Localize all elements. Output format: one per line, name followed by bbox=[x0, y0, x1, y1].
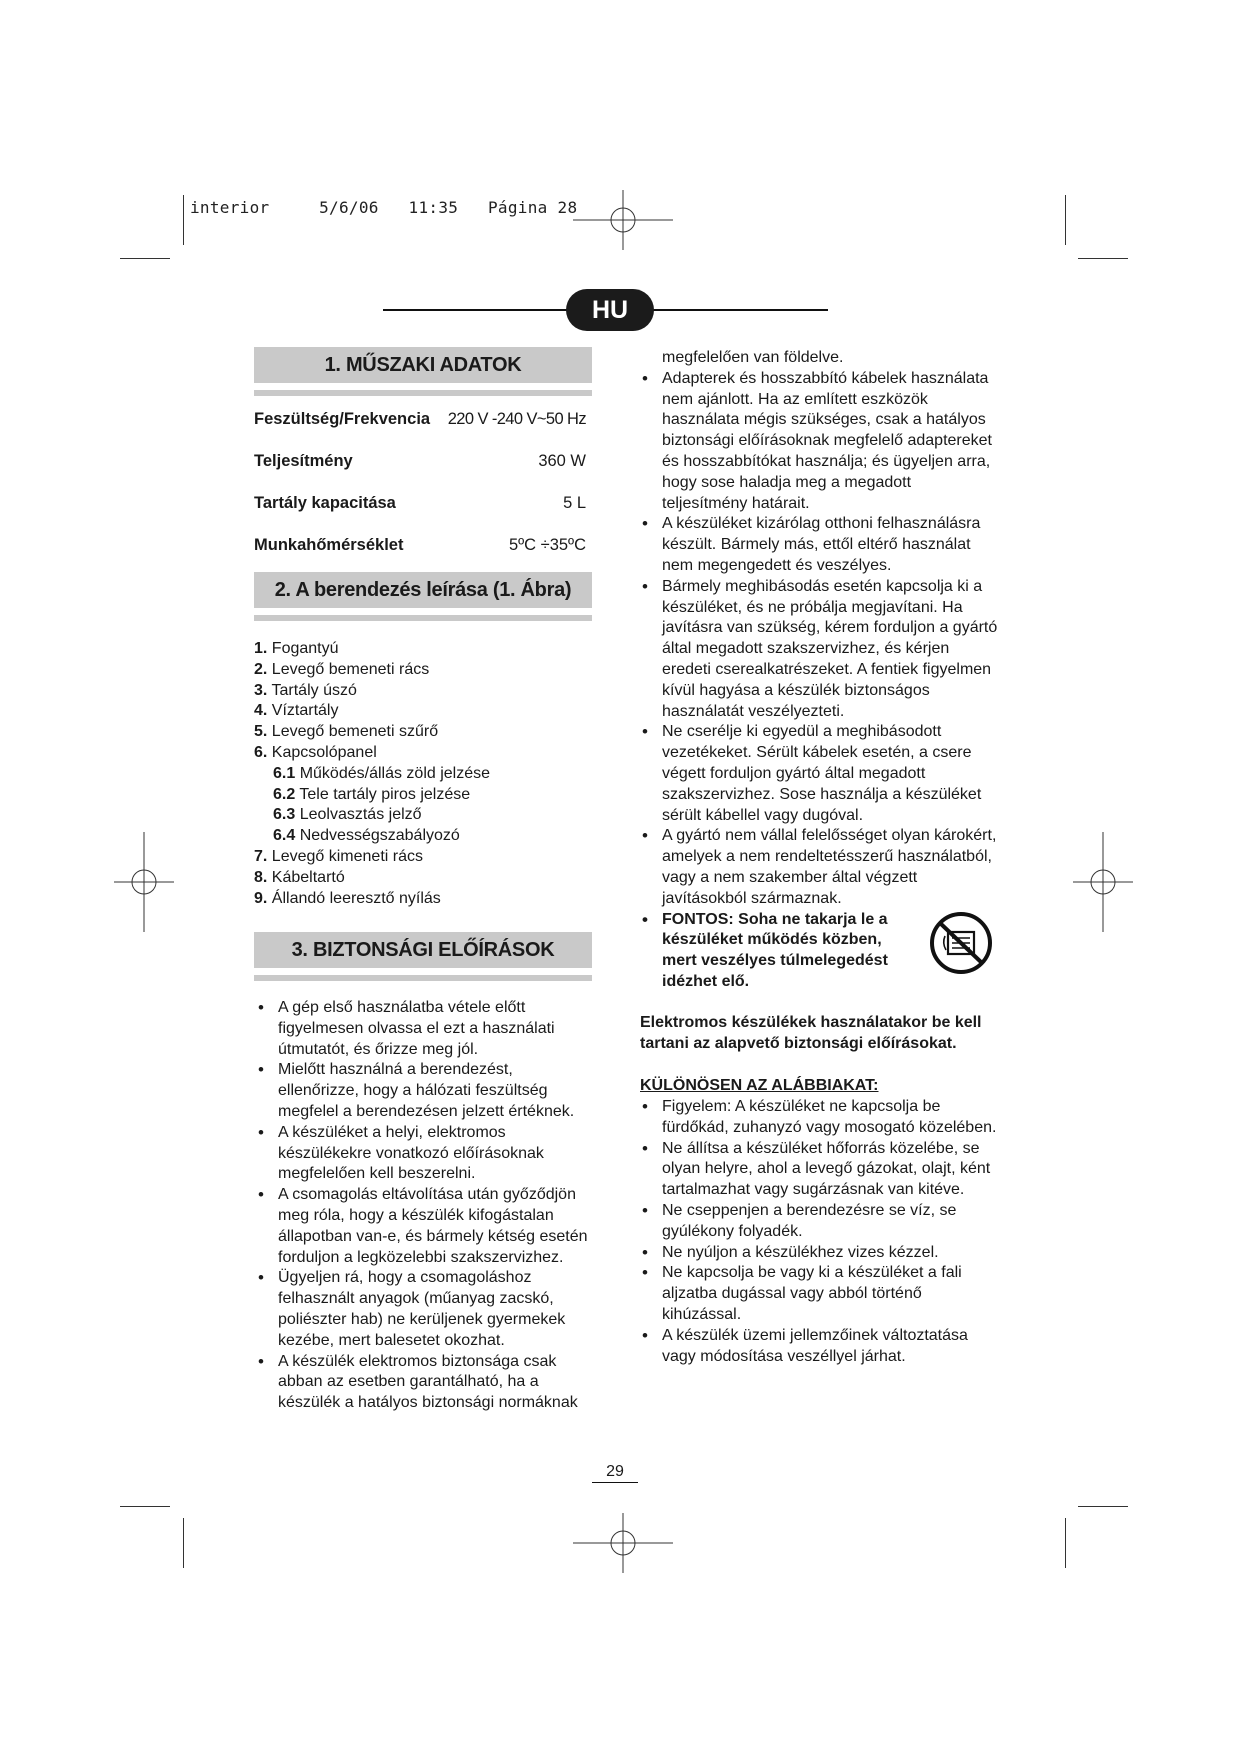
list-item: • Ne állítsa a készüléket hőforrás közelébe, se olyan helyre, ahol a levegő gázokat, olajt, ként tartalmazhat vagy sugárzásnak van kitéve. bbox=[640, 1139, 998, 1201]
section-3-rule bbox=[254, 975, 592, 981]
crop-mark bbox=[1078, 258, 1128, 259]
list-item: • Bármely meghibásodás esetén kapcsolja ki a készüléket, és ne próbálja megjavítani. Ha javításra van szükség, kérem forduljon a gyártó által megadott szakszervizhez, és kérjen eredeti cserealkatrészeket. A fentiek figyelmen kívül hagyása a készülék biztonságos használatát veszélyezteti. bbox=[640, 577, 998, 723]
parts-list bbox=[254, 639, 594, 909]
section-2-heading: 2. A berendezés leírása (1. Ábra) bbox=[254, 572, 592, 608]
list-item: • A készüléket kizárólag otthoni felhasználásra készült. Bármely más, ettől eltérő használat nem megengedett és veszélyes. bbox=[640, 514, 998, 576]
list-item: • A készülék üzemi jellemzőinek változtatása vagy módosítása veszéllyel járhat. bbox=[640, 1326, 998, 1368]
list-item: 4. Víztartály bbox=[254, 702, 339, 720]
section-2-rule bbox=[254, 615, 592, 621]
list-item: 6.1 Működés/állás zöld jelzése bbox=[273, 764, 491, 782]
list-item: 6.2 Tele tartály piros jelzése bbox=[273, 785, 471, 803]
spec-label: Feszültség/Frekvencia bbox=[254, 410, 431, 428]
crop-mark bbox=[1078, 1506, 1128, 1507]
important-item bbox=[640, 910, 998, 993]
crop-mark bbox=[183, 1518, 184, 1568]
crop-mark bbox=[183, 195, 184, 245]
crop-mark bbox=[1065, 195, 1066, 245]
printer-slug: interior 5/6/06 11:35 Página 28 bbox=[190, 198, 578, 217]
section-3-heading: 3. BIZTONSÁGI ELŐÍRÁSOK bbox=[254, 932, 592, 968]
crop-mark bbox=[120, 258, 170, 259]
list-item: • A készüléket a helyi, elektromos készülékekre vonatkozó előírásoknak megfelelően kell beszerelni. bbox=[256, 1123, 592, 1185]
list-item: • A csomagolás eltávolítása után győződjön meg róla, hogy a készülék kifogástalan állapotban van-e, és bármely kétség esetén forduljon a legközelebbi szakszervizhez. bbox=[256, 1185, 592, 1268]
safety-note: Elektromos készülékek használatakor be kell tartani az alapvető biztonsági előírásokat. bbox=[640, 1013, 982, 1052]
crop-mark bbox=[1065, 1518, 1066, 1568]
header-rule bbox=[383, 309, 573, 311]
section-1-heading: 1. MŰSZAKI ADATOK bbox=[254, 347, 592, 383]
page-number: 29 bbox=[592, 1462, 638, 1483]
list-item: • Figyelem: A készüléket ne kapcsolja be fürdőkád, zuhanyzó vagy mosogató közelében. bbox=[640, 1097, 998, 1139]
list-item: 6. Kapcsolópanel bbox=[254, 743, 377, 761]
spec-row-voltage bbox=[254, 410, 586, 429]
list-item: 3. Tartály úszó bbox=[254, 681, 357, 699]
safety-list-right-2 bbox=[640, 1097, 998, 1367]
list-item: 6.3 Leolvasztás jelző bbox=[273, 806, 422, 824]
header-rule bbox=[646, 309, 828, 311]
spec-row-power bbox=[254, 452, 586, 471]
spec-value: 360 W bbox=[538, 452, 586, 470]
list-item: • Ne kapcsolja be vagy ki a készüléket a fali aljzatba dugással vagy abból történő kihúzással. bbox=[640, 1263, 998, 1325]
crop-mark bbox=[120, 1506, 170, 1507]
spec-value: 5ºC ÷35ºC bbox=[508, 536, 586, 554]
important-text: FONTOS: Soha ne takarja le a készüléket működés közben, mert veszélyes túlmelegedést idézhet elő. bbox=[662, 910, 888, 990]
safety-list-left bbox=[256, 998, 592, 1414]
do-not-cover-icon bbox=[928, 910, 994, 976]
list-item: • Mielőtt használná a berendezést, ellenőrizze, hogy a hálózati feszültség megfelel a berendezésen jelzett értéknek. bbox=[256, 1060, 592, 1122]
spec-value: 5 L bbox=[563, 494, 586, 512]
list-item: 1. Fogantyú bbox=[254, 640, 339, 657]
spec-label: Munkahőmérséklet bbox=[254, 536, 404, 554]
list-item: • Ne cserélje ki egyedül a meghibásodott vezetékeket. Sérült kábelek esetén, a csere végett forduljon gyártó által megadott szakszervizhez. Sose használja a készüléket sérült kábellel vagy dugóval. bbox=[640, 722, 998, 826]
spec-value: 220 V -240 V~50 Hz bbox=[447, 410, 586, 428]
continuation-text: megfelelően van földelve. bbox=[662, 349, 844, 366]
list-item: • Adapterek és hosszabbító kábelek használata nem ajánlott. Ha az említett eszközök használata mégis szükséges, csak a hatályos biztonsági előírásoknak megfelelő adaptereket és hosszabbítókat használja; és ügyeljen arra, hogy sose haladja meg a megadott teljesítmény határait. bbox=[640, 369, 998, 515]
registration-mark-icon bbox=[114, 832, 174, 932]
registration-mark-icon bbox=[1073, 832, 1133, 932]
list-item: 8. Kábeltartó bbox=[254, 868, 345, 886]
registration-mark-icon bbox=[573, 190, 673, 250]
list-item: • Ügyeljen rá, hogy a csomagoláshoz felhasznált anyagok (műanyag zacskó, poliészter hab) ne kerüljenek gyermekek kezébe, mert balesetet okozhat. bbox=[256, 1268, 592, 1351]
list-item: • Ne nyúljon a készülékhez vizes kézzel. bbox=[640, 1243, 998, 1264]
section-1-rule bbox=[254, 390, 592, 396]
list-item: • A gép első használatba vétele előtt figyelmesen olvassa el ezt a használati útmutatót, és őrizze meg jól. bbox=[256, 998, 592, 1060]
list-item: 5. Levegő bemeneti szűrő bbox=[254, 723, 439, 741]
language-badge: HU bbox=[566, 289, 654, 331]
list-item: • A készülék elektromos biztonsága csak abban az esetben garantálható, ha a készülék a hatályos biztonsági normáknak bbox=[256, 1352, 592, 1414]
spec-row-temperature bbox=[254, 536, 586, 555]
list-item: 6.4 Nedvességszabályozó bbox=[273, 827, 460, 845]
list-item: 2. Levegő bemeneti rács bbox=[254, 660, 430, 678]
list-item: • Ne cseppenjen a berendezésre se víz, se gyúlékony folyadék. bbox=[640, 1201, 998, 1243]
spec-label: Teljesítmény bbox=[254, 452, 353, 470]
spec-label: Tartály kapacitása bbox=[254, 494, 396, 512]
right-column bbox=[640, 348, 998, 1367]
spec-row-capacity bbox=[254, 494, 586, 513]
safety-list-right bbox=[640, 369, 998, 993]
subheading: KÜLÖNÖSEN AZ ALÁBBIAKAT: bbox=[640, 1077, 879, 1095]
list-item: 9. Állandó leeresztő nyílás bbox=[254, 889, 441, 907]
list-item: • A gyártó nem vállal felelősséget olyan károkért, amelyek a nem rendeltetésszerű használatból, vagy a nem szakember által végzett javításokból származnak. bbox=[640, 826, 998, 909]
list-item: 7. Levegő kimeneti rács bbox=[254, 847, 423, 865]
registration-mark-icon bbox=[573, 1513, 673, 1573]
